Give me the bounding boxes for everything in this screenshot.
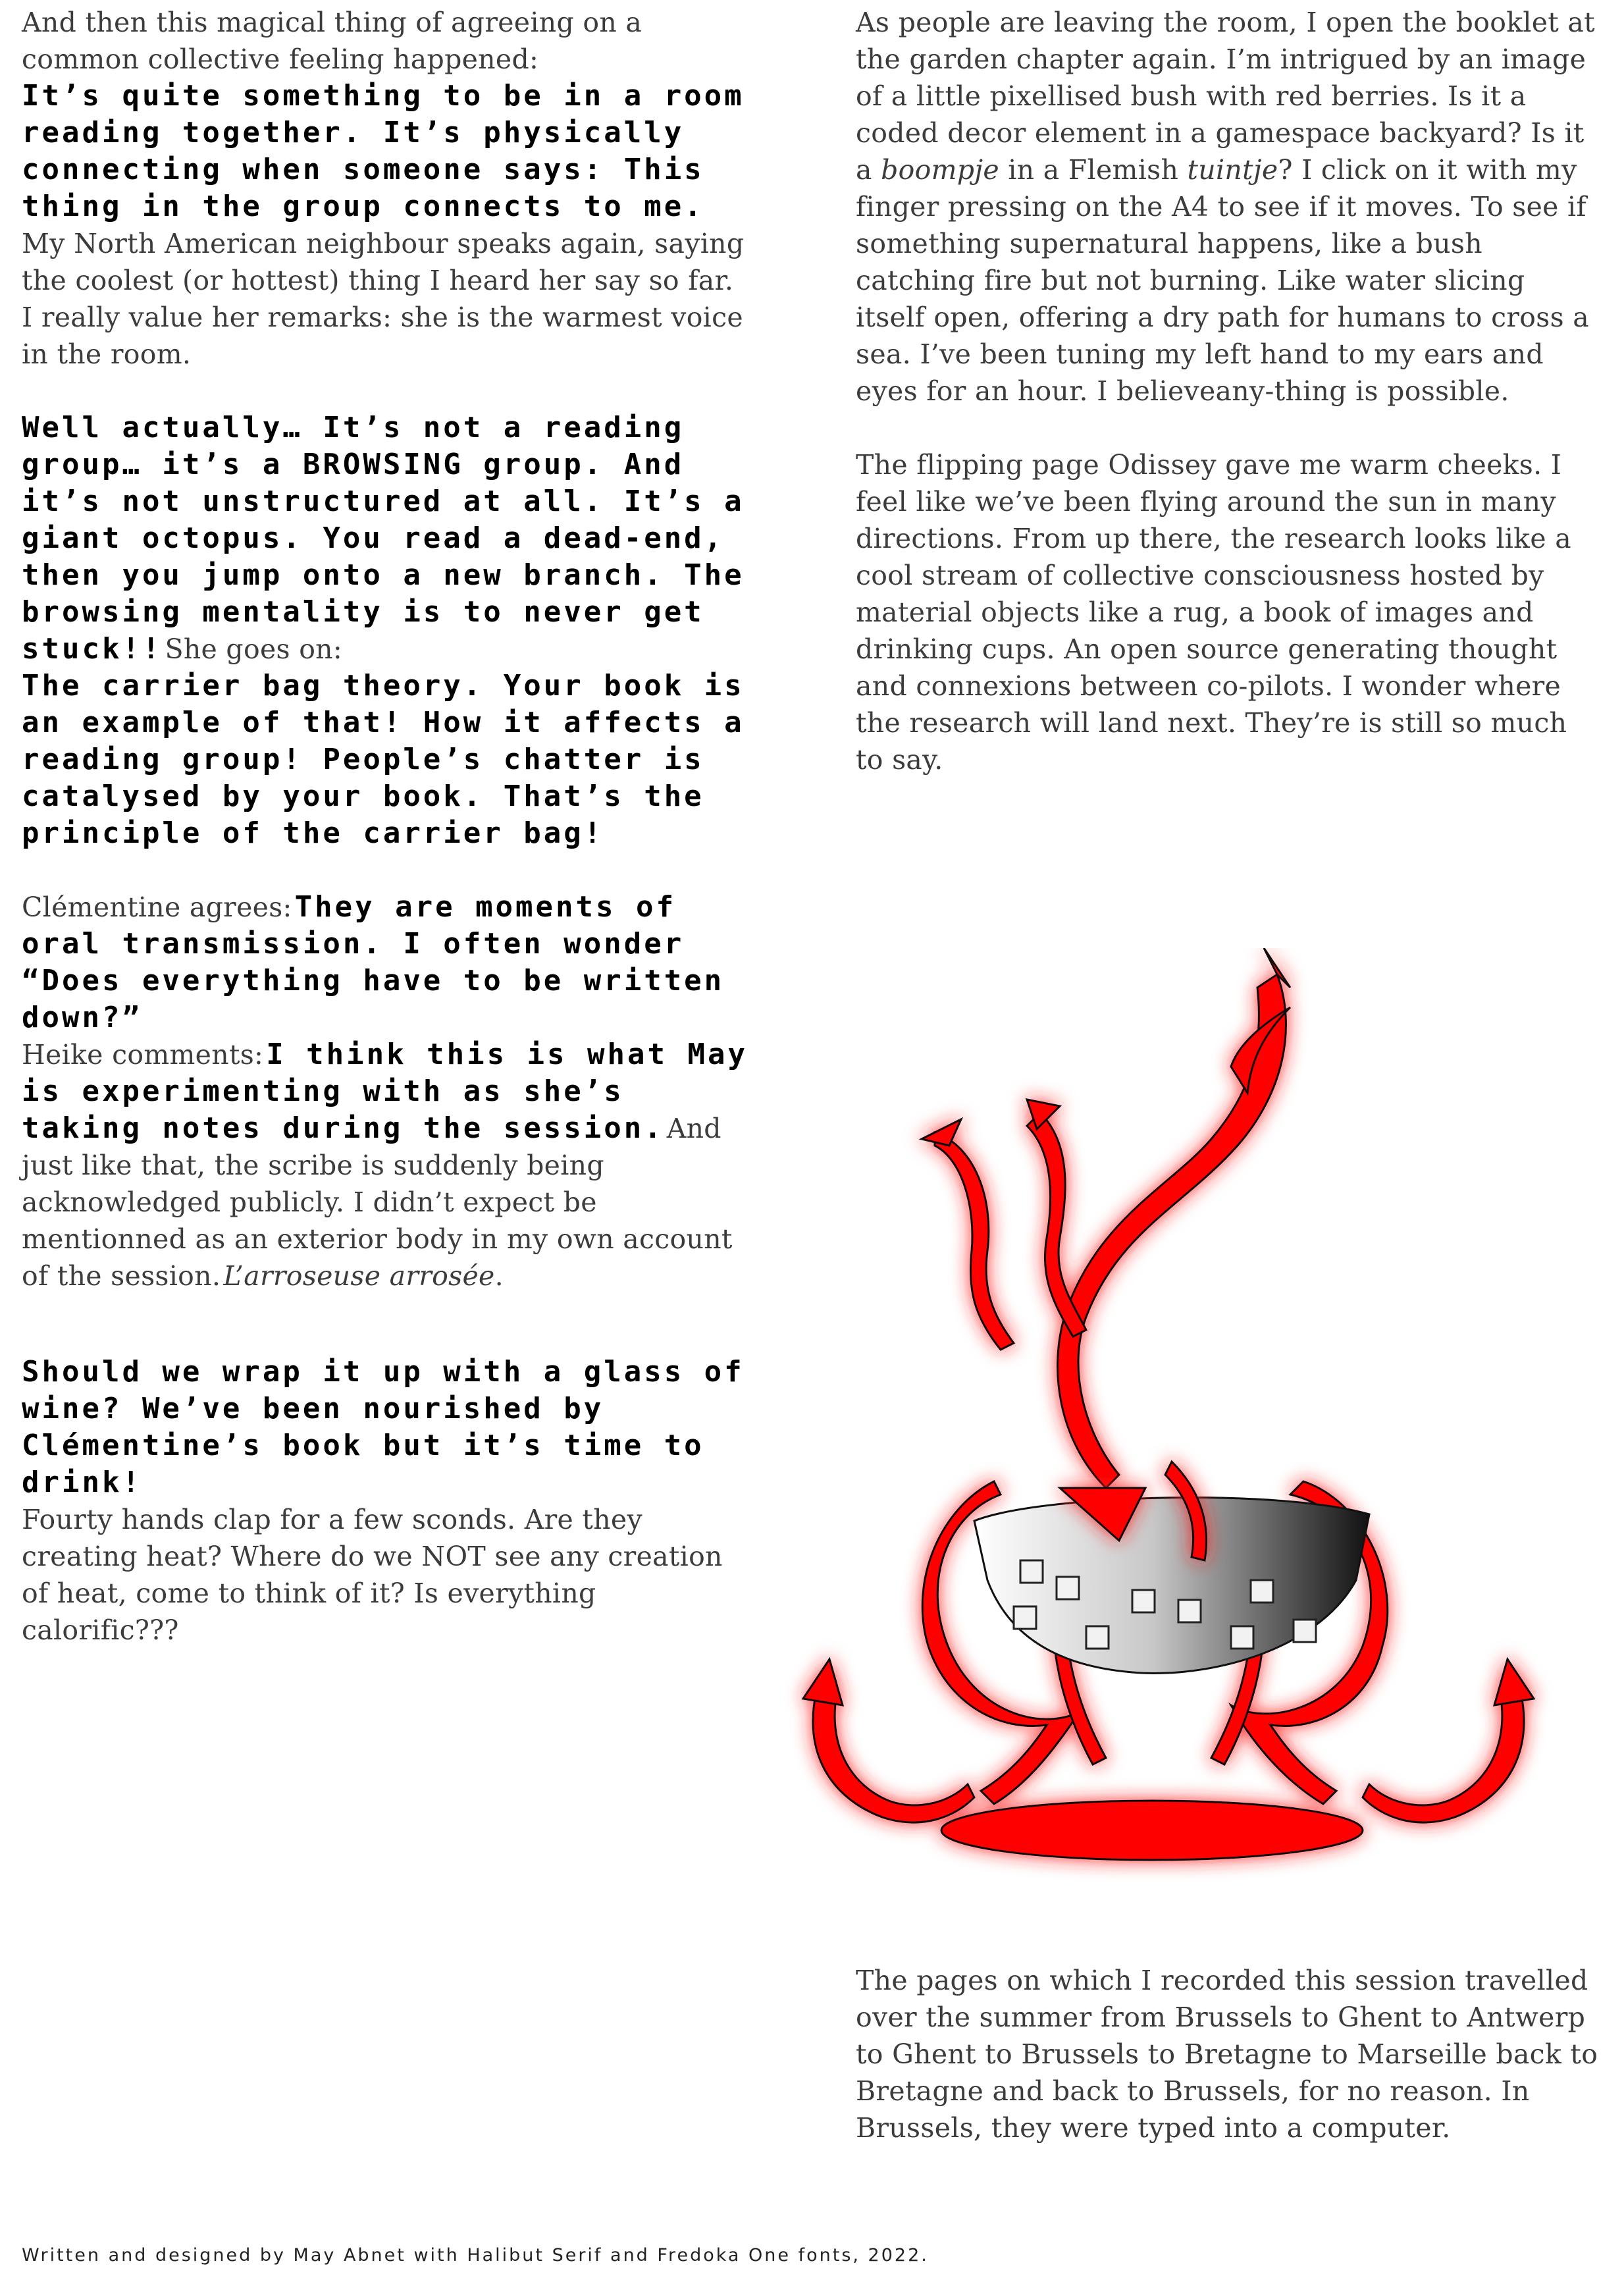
arrowhead <box>922 1119 961 1146</box>
left-column <box>22 4 752 1685</box>
paragraph-agreeing <box>22 4 752 373</box>
pixel-square <box>1086 1626 1109 1649</box>
quote-text: Well actually… It’s not a reading group… it’s a BROWSING group. And it’s not unstructured at all. It’s a giant octopus. You read a dead-end, then you jump onto a new branch. The browsing mentality is to never get stuck!! <box>22 411 745 666</box>
quote-text: The carrier bag theory. Your book is an example of that! How it affects a reading group! People’s chatter is catalysed by your book. That’s the principle of the carrier bag! <box>22 669 745 850</box>
bowl <box>974 1498 1369 1674</box>
pixel-square <box>1294 1620 1316 1642</box>
tentacle-far-right <box>1363 1692 1524 1822</box>
paragraph-browsing-group <box>22 410 752 852</box>
quote-text: I think this is what May is experimenting with as she’s taking notes during the session. <box>22 1038 748 1145</box>
pixel-square <box>1251 1580 1273 1603</box>
punctuation: . <box>494 1260 504 1292</box>
narration-text: in a Flemish <box>1008 154 1179 186</box>
pixel-square <box>1132 1590 1155 1612</box>
right-column <box>856 4 1600 815</box>
tentacle-far-left <box>813 1692 974 1822</box>
pixel-square <box>1020 1560 1043 1583</box>
arrowhead <box>1494 1659 1534 1705</box>
paragraph-oral-transmission <box>22 889 752 1294</box>
red-octopus-bowl-illustration <box>777 948 1600 1936</box>
narration-text: The flipping page Odissey gave me warm cheeks. I feel like we’ve been flying around the sun in many directions. From up there, the research looks like a cool stream of collective consciousness hosted by material objects like a rug, a book of images and drinking cups. An open source generating thought and connexions between co-pilots. I wonder where the research will land next. They’re is still so much to say. <box>856 449 1571 776</box>
italic-phrase: boompje <box>881 154 999 186</box>
pixel-square <box>1057 1577 1079 1599</box>
narration-text: My North American neighbour speaks again, saying the coolest (or hottest) thing I heard her say so far. I really value her remarks: she is the warmest voice in the room. <box>22 228 745 370</box>
italic-phrase: tuintje <box>1187 154 1278 186</box>
narration-text: And then this magical thing of agreeing on a common collective feeling happened: <box>22 7 642 75</box>
narration-text: And just like that, the scribe is suddenly being acknowledged publicly. I didn’t expect be mentionned as an exterior body in my own account of the session. <box>22 1113 733 1292</box>
footer-credits: Written and designed by May Abnet with Halibut Serif and Fredoka One fonts, 2022. <box>22 2245 929 2266</box>
narration-text: Fourty hands clap for a few sconds. Are they creating heat? Where do we NOT see any creation of heat, come to think of it? Is everything calorific??? <box>22 1504 723 1646</box>
paragraph-travel: The pages on which I recorded this session travelled over the summer from Brussels to Ghent to Antwerp to Ghent to Brussels to Bretagne to Marseille back to Bretagne and back to Brussels, for no reason. In Brussels, they were typed into a computer. <box>856 1965 1598 2144</box>
quote-text: Should we wrap it up with a glass of wine? We’ve been nourished by Clémentine’s book but it’s time to drink! <box>22 1355 745 1499</box>
italic-phrase: L’arroseuse arrosée <box>223 1260 495 1292</box>
quote-text: It’s quite something to be in a room reading together. It’s physically connecting when someone says: This thing in the group connects to me. <box>22 79 745 223</box>
pixel-square <box>1231 1626 1253 1649</box>
narration-text: As people are leaving the room, I open the booklet at the garden chapter again. I’m intrigued by an image of a little pixellised bush with red berries. Is it a coded decor element in a gamespace backyard? Is it a <box>856 7 1595 186</box>
narration-text: Clémentine agrees: <box>22 891 292 923</box>
narration-text: Heike comments: <box>22 1039 264 1071</box>
tentacle-left-arrow <box>935 1132 1014 1350</box>
arrowhead <box>803 1659 843 1705</box>
narration-text: She goes on: <box>165 633 342 665</box>
paragraph-booklet <box>856 4 1600 410</box>
pixel-square <box>1178 1600 1201 1622</box>
paragraph-odissey <box>856 446 1600 778</box>
saucer <box>941 1801 1363 1860</box>
narration-text: ? I click on it with my finger pressing on the A4 to see if it moves. To see if something supernatural happens, like a bush catching fire but not burning. Like water slicing itself open, offering a dry path for humans to cross a sea. I’ve been tuning my left hand to my ears and eyes for an hour. I believeany-thing is possible. <box>856 154 1589 407</box>
paragraph-wine <box>22 1354 752 1649</box>
quote-text: They are moments of oral transmission. I often wonder “Does everything have to be written down?” <box>22 890 725 1034</box>
pixel-square <box>1014 1606 1036 1629</box>
